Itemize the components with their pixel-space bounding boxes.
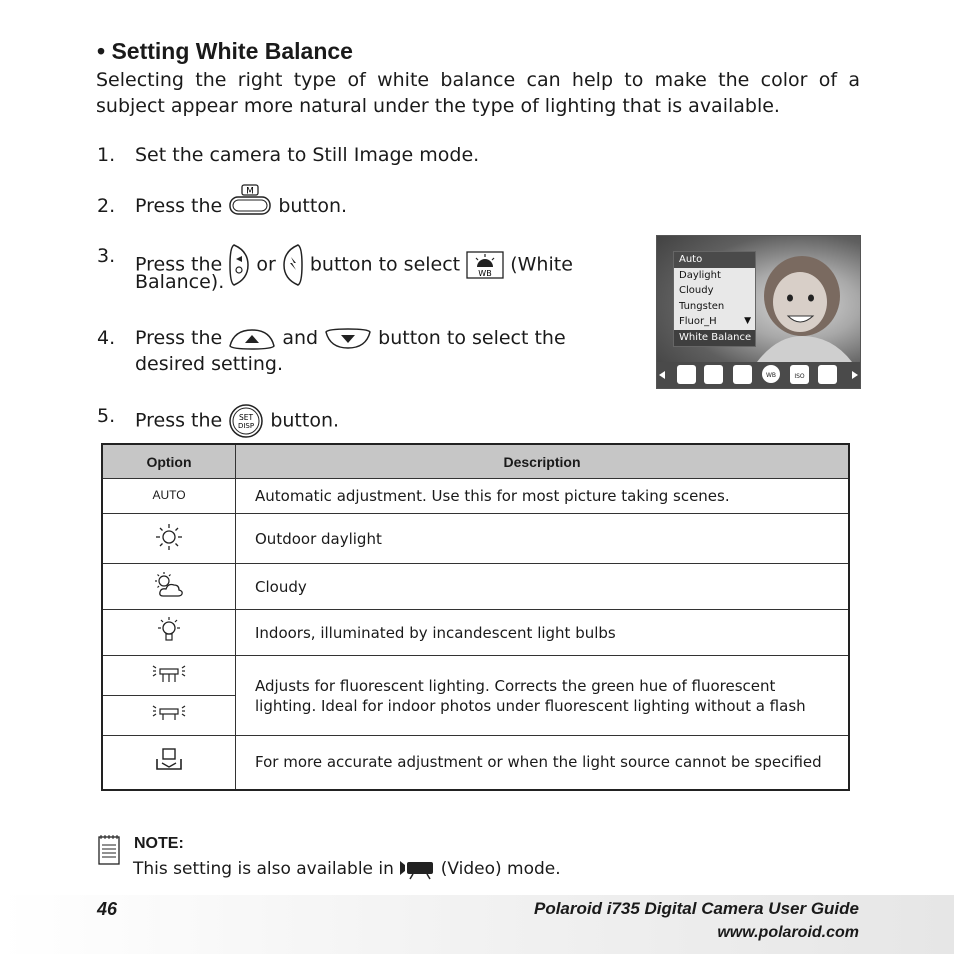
white-balance-icon: [466, 251, 504, 279]
size-icon: [677, 365, 696, 384]
step-text-continued: Balance).: [135, 271, 225, 293]
step-number: 2.: [97, 195, 116, 217]
fluorescent-h-icon: [152, 663, 186, 685]
camera-icon-strip: [657, 362, 860, 388]
step-text: Press the: [135, 409, 223, 432]
scroll-down-icon: ▼: [744, 316, 751, 326]
intro-paragraph: Selecting the right type of white balance can help to make the color of a subject appear more natural under the type of lighting that is available.: [96, 69, 860, 117]
step-text-post: button.: [278, 195, 348, 217]
fluorescent-l-icon: [152, 703, 186, 725]
note-text-post: (Video) mode.: [440, 859, 561, 879]
scroll-left-icon: [659, 371, 665, 379]
step-number: 3.: [97, 245, 116, 267]
header-option: Option: [102, 444, 236, 479]
header-description: Description: [236, 444, 850, 479]
step-text-post: button to select the: [378, 327, 566, 349]
footer-url[interactable]: www.polaroid.com: [717, 924, 859, 941]
fluorescent-h-option: [102, 656, 236, 696]
step-2: [97, 186, 497, 219]
menu-item-auto[interactable]: Auto: [674, 252, 755, 268]
left-button-icon: [228, 243, 250, 287]
wb-strip-label: WB: [765, 372, 777, 379]
row-description: Cloudy: [236, 564, 850, 610]
table-row: [102, 656, 849, 696]
menu-item-cloudy[interactable]: Cloudy: [679, 285, 714, 296]
step-number: 1.: [97, 144, 116, 166]
table-row: [102, 514, 849, 564]
notepad-icon: [97, 834, 121, 866]
menu-button-icon: [228, 184, 272, 216]
step-text: Press the: [135, 327, 223, 349]
step-3: [97, 243, 617, 293]
scroll-right-icon: [852, 371, 858, 379]
manual-wb-icon: [154, 747, 184, 773]
note-text-pre: This setting is also available in: [133, 859, 394, 879]
row-description: Outdoor daylight: [236, 514, 850, 564]
step-text-post: button.: [270, 409, 340, 432]
step-text-post: button to select: [309, 253, 461, 276]
step-text: Set the camera to Still Image mode.: [135, 144, 480, 166]
row-description: Automatic adjustment. Use this for most picture taking scenes.: [236, 479, 850, 514]
exposure-icon: [733, 365, 752, 384]
row-description: Indoors, illuminated by incandescent light bulbs: [236, 610, 850, 656]
step-text-mid: and: [282, 327, 319, 349]
daylight-icon: [154, 522, 184, 552]
table-header-row: [102, 444, 849, 479]
camera-lcd-screenshot: [656, 235, 861, 389]
step-text: Press the: [135, 253, 223, 276]
step-number: 5.: [97, 405, 116, 427]
white-balance-menu: [673, 251, 756, 347]
camera-icon-strip-graphics: [657, 362, 860, 388]
step-number: 4.: [97, 327, 116, 349]
tungsten-icon: [154, 616, 184, 646]
step-5: [97, 403, 497, 432]
step-text-continued: desired setting.: [135, 353, 284, 375]
ev-icon: [818, 365, 837, 384]
quality-icon: [704, 365, 723, 384]
row-description: Adjusts for fluorescent lighting. Corrects the green hue of fluorescent lighting. Ideal for indoor photos under fluorescent lighting without a flash: [236, 656, 850, 736]
menu-button-letter: M: [246, 186, 255, 196]
step-text: Press the: [135, 195, 223, 217]
table-row: [102, 610, 849, 656]
table-row: [102, 479, 849, 514]
table-row: [102, 736, 849, 790]
cloudy-icon: [153, 571, 185, 599]
menu-item-fluor-h[interactable]: [674, 314, 755, 330]
iso-strip-label: ISO: [794, 373, 805, 380]
note-title: NOTE:: [134, 835, 184, 852]
step-4: [97, 325, 617, 375]
menu-item-tungsten[interactable]: Tungsten: [679, 300, 725, 312]
note-text: [133, 858, 561, 880]
down-button-icon: [324, 328, 372, 350]
step-text-tail: (White: [510, 253, 573, 276]
menu-item-daylight[interactable]: Daylight: [679, 269, 721, 281]
daylight-option: [102, 514, 236, 564]
set-disp-button-icon: [228, 403, 264, 439]
auto-option: [102, 479, 236, 514]
section-heading: • Setting White Balance: [97, 38, 353, 64]
auto-label: AUTO: [152, 488, 186, 502]
footer-title: Polaroid i735 Digital Camera User Guide: [533, 899, 859, 918]
up-button-icon: [228, 328, 276, 350]
step-text-mid: or: [256, 253, 276, 276]
menu-label: White Balance: [674, 330, 755, 346]
video-mode-icon: [399, 858, 435, 880]
step-1: [97, 142, 480, 168]
manual-option: [102, 736, 236, 790]
white-balance-icon-label: WB: [478, 269, 492, 278]
row-description: For more accurate adjustment or when the light source cannot be specified: [236, 736, 850, 790]
menu-item-fluor-h-label: Fluor_H: [679, 316, 717, 327]
table-row: [102, 564, 849, 610]
white-balance-table: [101, 443, 850, 791]
tungsten-option: [102, 610, 236, 656]
right-button-icon: [282, 243, 304, 287]
cloudy-option: [102, 564, 236, 610]
page-number: 46: [97, 899, 118, 919]
disp-label: DISP: [238, 422, 255, 430]
fluorescent-l-option: [102, 696, 236, 736]
set-label: SET: [239, 413, 254, 422]
